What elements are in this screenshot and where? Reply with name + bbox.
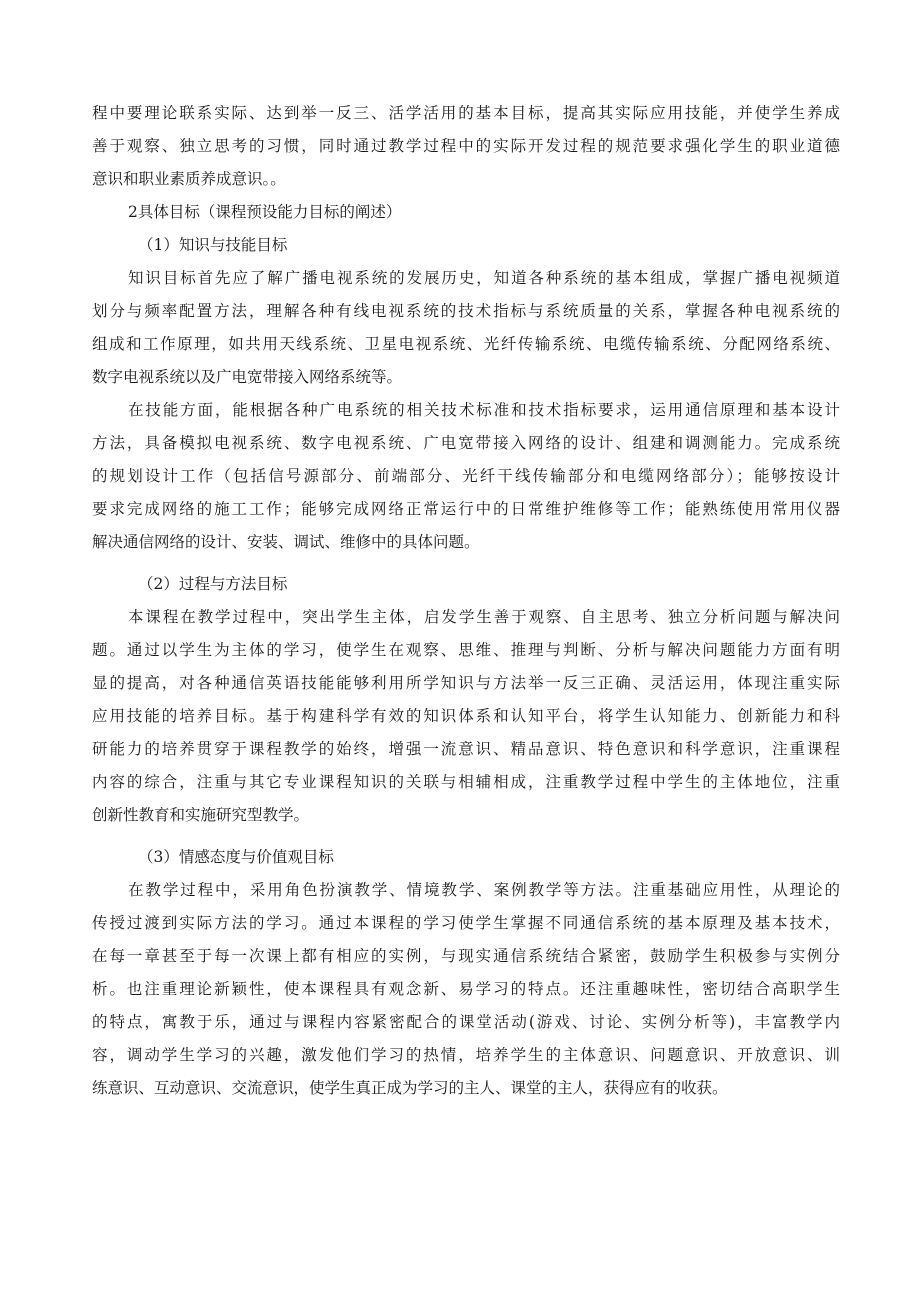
- text-line: 容，调动学生学习的兴趣，激发他们学习的热情，培养学生的主体意识、问题意识、开放意识、训: [92, 1046, 840, 1064]
- text-line: 善于观察、独立思考的习惯，同时通过教学过程中的实际开发过程的规范要求强化学生的职业道德: [92, 137, 840, 155]
- text-line: 练意识、互动意识、交流意识，使学生真正成为学习的主人、课堂的主人，获得应有的收获。: [92, 1079, 728, 1097]
- text-line: 组成和工作原理，如共用天线系统、卫星电视系统、光纤传输系统、电缆传输系统、分配网络系统、: [92, 335, 840, 353]
- text-line: 方法，具备模拟电视系统、数字电视系统、广电宽带接入网络的设计、组建和调测能力。完成系统: [92, 434, 840, 452]
- paragraph-gap: [92, 832, 840, 841]
- paragraph: [92, 601, 840, 832]
- text-line: 要求完成网络的施工工作；能够完成网络正常运行中的日常维护维修等工作；能熟练使用常用仪器: [92, 500, 840, 518]
- text-line: （3）情感态度与价值观目标: [138, 848, 334, 866]
- text-line: 知识目标首先应了解广播电视系统的发展历史，知道各种系统的基本组成，掌握广播电视频道: [128, 269, 840, 287]
- section-heading: [92, 841, 840, 874]
- paragraph: [92, 394, 840, 559]
- text-line: 2具体目标（课程预设能力目标的阐述）: [128, 203, 402, 221]
- paragraph: [92, 97, 840, 196]
- text-line: 在教学过程中，采用角色扮演教学、情境教学、案例教学等方法。注重基础应用性，从理论的: [128, 881, 840, 899]
- text-line: 在技能方面，能根据各种广电系统的相关技术标准和技术指标要求，运用通信原理和基本设计: [128, 401, 840, 419]
- text-line: 的规划设计工作（包括信号源部分、前端部分、光纤干线传输部分和电缆网络部分）；能够按设计: [92, 467, 840, 485]
- text-line: 在每一章甚至于每一次课上都有相应的实例，与现实通信系统结合紧密，鼓励学生积极参与实例分: [92, 947, 840, 965]
- text-line: 研能力的培养贯穿于课程教学的始终，增强一流意识、精品意识、特色意识和科学意识，注重课程: [92, 740, 840, 758]
- text-line: 数字电视系统以及广电宽带接入网络系统等。: [92, 368, 403, 386]
- paragraph: [92, 874, 840, 1105]
- text-line: 解决通信网络的设计、安装、调试、维修中的具体问题。: [92, 533, 480, 551]
- section-heading: [92, 568, 840, 601]
- text-line: 析。也注重理论新颖性，使本课程具有观念新、易学习的特点。还注重趣味性，密切结合高职学生: [92, 980, 840, 998]
- text-line: 的特点，寓教于乐，通过与课程内容紧密配合的课堂活动(游戏、讨论、实例分析等)，丰富教学内: [92, 1013, 840, 1031]
- text-line: 划分与频率配置方法，理解各种有线电视系统的技术指标与系统质量的关系，掌握各种电视系统的: [92, 302, 840, 320]
- text-line: 传授过渡到实际方法的学习。通过本课程的学习使学生掌握不同通信系统的基本原理及基本技术，: [92, 914, 840, 932]
- text-line: 本课程在教学过程中，突出学生主体，启发学生善于观察、自主思考、独立分析问题与解决问: [128, 608, 840, 626]
- text-line: 内容的综合，注重与其它专业课程知识的关联与相辅相成，注重教学过程中学生的主体地位，注重: [92, 773, 840, 791]
- paragraph: [92, 262, 840, 394]
- section-heading: [92, 196, 840, 229]
- text-line: 应用技能的培养目标。基于构建科学有效的知识体系和认知平台，将学生认知能力、创新能力和科: [92, 707, 840, 725]
- section-heading: [92, 229, 840, 262]
- document-body: [92, 97, 840, 1105]
- paragraph-gap: [92, 559, 840, 568]
- text-line: 程中要理论联系实际、达到举一反三、活学活用的基本目标，提高其实际应用技能，并使学生养成: [92, 104, 840, 122]
- text-line: （2）过程与方法目标: [138, 575, 288, 593]
- text-line: （1）知识与技能目标: [138, 236, 288, 254]
- text-line: 题。通过以学生为主体的学习，使学生在观察、思维、推理与判断、分析与解决问题能力方面有明: [92, 641, 840, 659]
- text-line: 意识和职业素质养成意识。。: [92, 170, 286, 188]
- text-line: 创新性教育和实施研究型教学。: [92, 806, 310, 824]
- text-line: 显的提高，对各种通信英语技能能够利用所学知识与方法举一反三正确、灵活运用，体现注重实际: [92, 674, 840, 692]
